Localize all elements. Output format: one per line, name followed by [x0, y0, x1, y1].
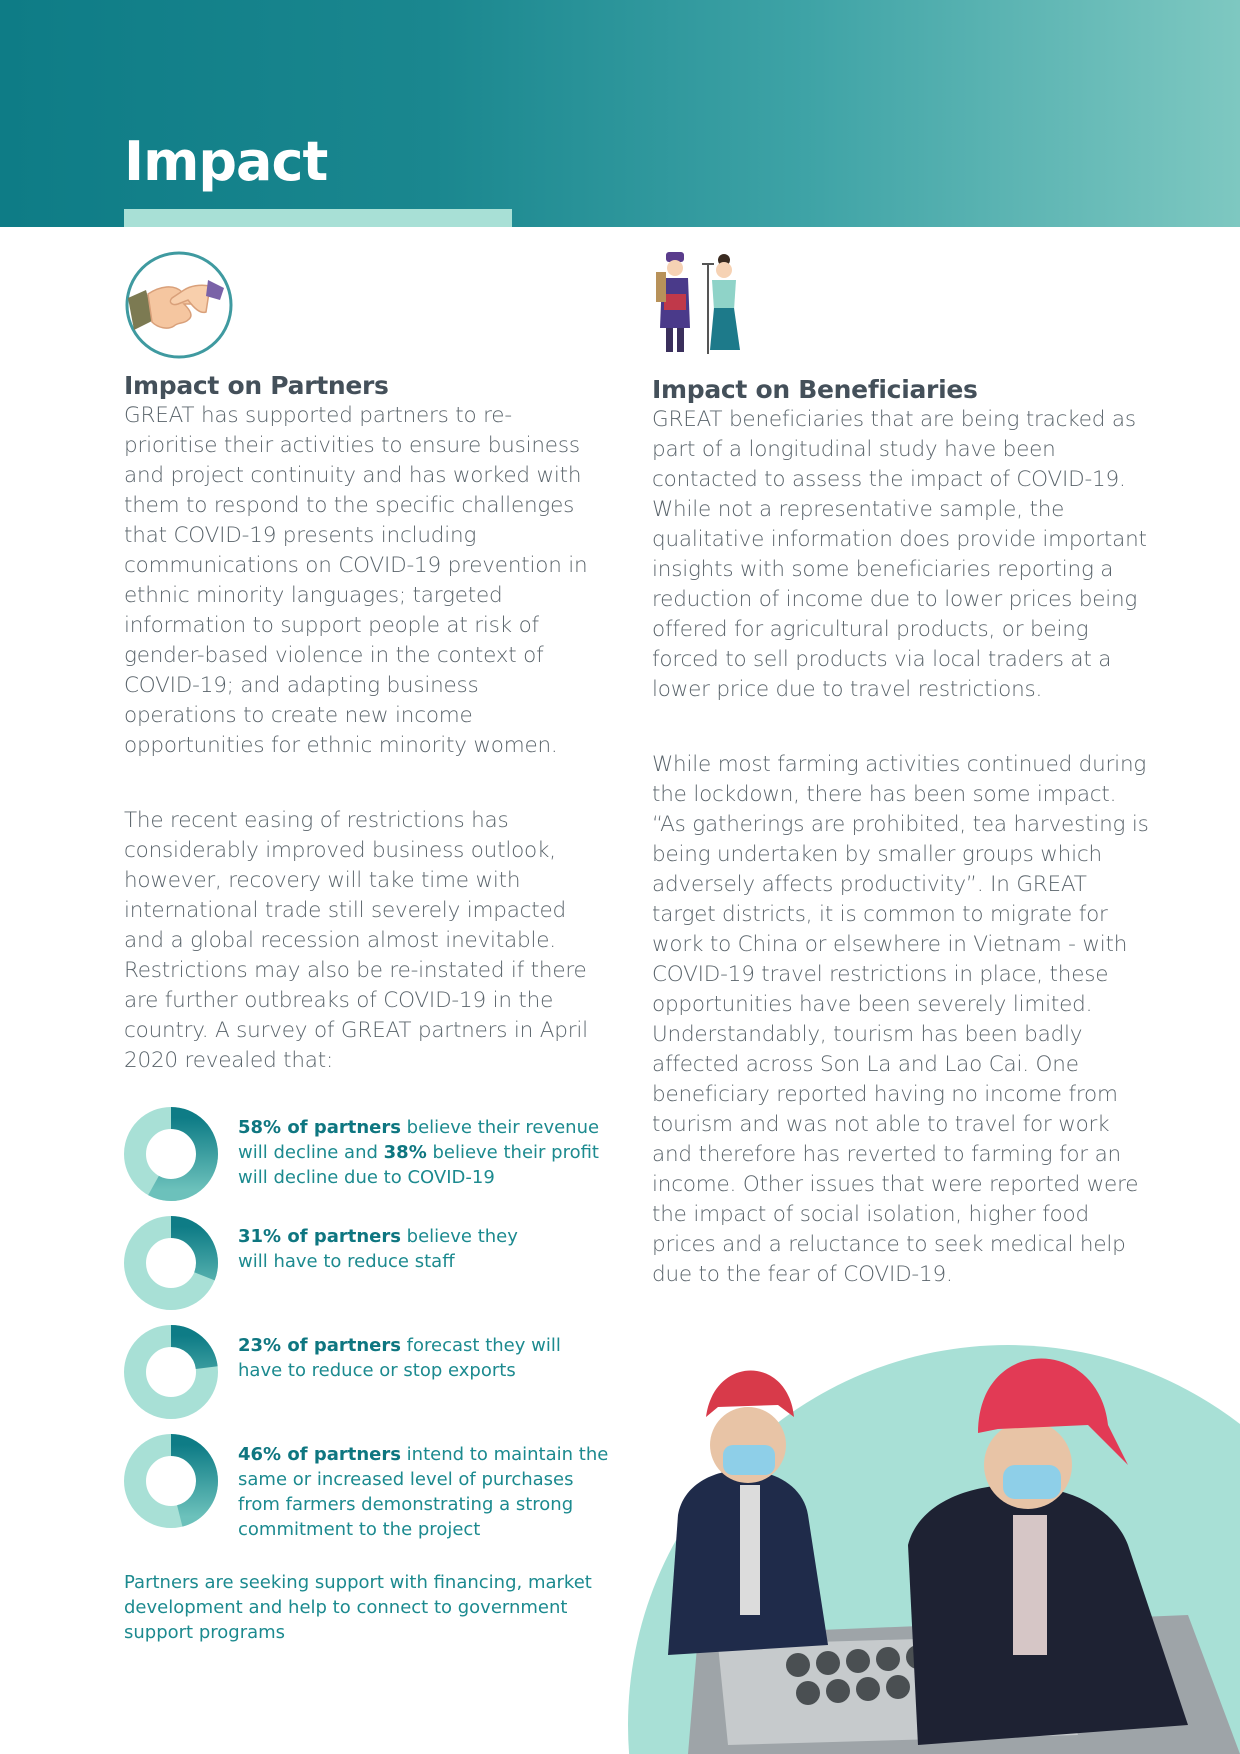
- partners-closing-note: Partners are seeking support with financing, market development and help to connect to government support programs: [124, 1572, 592, 1643]
- partners-paragraph-1: GREAT has supported partners to re-prioritise their activities to ensure business and project continuity and has worked with them to respond to the specific challenges that COVID-19 presents including communications on COVID-19 prevention in ethnic minority languages; targeted information to support people at risk of gender-based violence in the context of COVID-19; and adapting business operations to create new income opportunities for ethnic minority women.: [124, 403, 588, 758]
- stat-body: intend to maintain the same or increased level of purchases from farmers demonstrating a strong commitment to the project: [238, 1444, 609, 1540]
- donut-chart-46: [124, 1434, 218, 1528]
- stat-item-exports: [124, 1325, 624, 1421]
- donut-chart-23: [124, 1325, 218, 1419]
- page-header: [0, 0, 1240, 227]
- stat-text: [238, 1224, 538, 1274]
- page-title: Impact: [124, 130, 328, 193]
- stat-highlight: 31% of partners: [238, 1226, 401, 1247]
- handshake-icon: [124, 250, 234, 360]
- donut-chart-31: [124, 1216, 218, 1310]
- title-underline-bar: [124, 209, 512, 227]
- stat-body: believe they will have to reduce staff: [238, 1226, 518, 1272]
- ethnic-minority-figures-icon: [652, 250, 752, 356]
- stat-body: believe their revenue will decline and: [238, 1117, 600, 1163]
- stat-text: [238, 1115, 618, 1190]
- beneficiaries-paragraph-2: While most farming activities continued during the lockdown, there has been some impact. “As gatherings are prohibited, tea harvesting is being undertaken by smaller groups which adversely affects productivity”. In GREAT target districts, it is common to migrate for work to China or elsewhere in Vietnam - with COVID-19 travel restrictions in place, these opportunities have been severely limited. Understandably, tourism has been badly affected across Son La and Lao Cai. One beneficiary reported having no income from tourism and was not able to travel for work and therefore has reverted to farming for an income. Other issues that were reported were the impact of social isolation, higher food prices and a reluctance to seek medical help due to the fear of COVID-19.: [652, 752, 1149, 1287]
- stat-body-2: believe their profit will decline due to COVID-19: [238, 1142, 599, 1188]
- stat-highlight: 58% of partners: [238, 1117, 401, 1138]
- stat-text: [238, 1442, 618, 1542]
- stat-highlight: 46% of partners: [238, 1444, 401, 1465]
- partners-heading: Impact on Partners: [124, 371, 389, 400]
- partners-paragraph-2: The recent easing of restrictions has considerably improved business outlook, however, recovery will take time with international trade still severely impacted and a global recession almost inevitable. Restrictions may also be re-instated if there are further outbreaks of COVID-19 in the country. A survey of GREAT partners in April 2020 revealed that:: [124, 808, 588, 1073]
- stat-highlight-2: 38%: [383, 1142, 427, 1163]
- beneficiaries-heading: Impact on Beneficiaries: [652, 375, 978, 404]
- stat-item-revenue: [124, 1107, 624, 1203]
- women-sorting-jars-photo: [628, 1345, 1240, 1754]
- donut-chart-58: [124, 1107, 218, 1201]
- stat-highlight: 23% of partners: [238, 1335, 401, 1356]
- stat-item-purchases: [124, 1434, 624, 1540]
- stat-item-staff: [124, 1216, 624, 1312]
- beneficiaries-paragraph-1: GREAT beneficiaries that are being tracked as part of a longitudinal study have been contacted to assess the impact of COVID-19. While not a representative sample, the qualitative information does provide important insights with some beneficiaries reporting a reduction of income due to lower prices being offered for agricultural products, or being forced to sell products via local traders at a lower price due to travel restrictions.: [652, 407, 1147, 702]
- stat-body: forecast they will have to reduce or stop exports: [238, 1335, 561, 1381]
- stat-text: [238, 1333, 568, 1383]
